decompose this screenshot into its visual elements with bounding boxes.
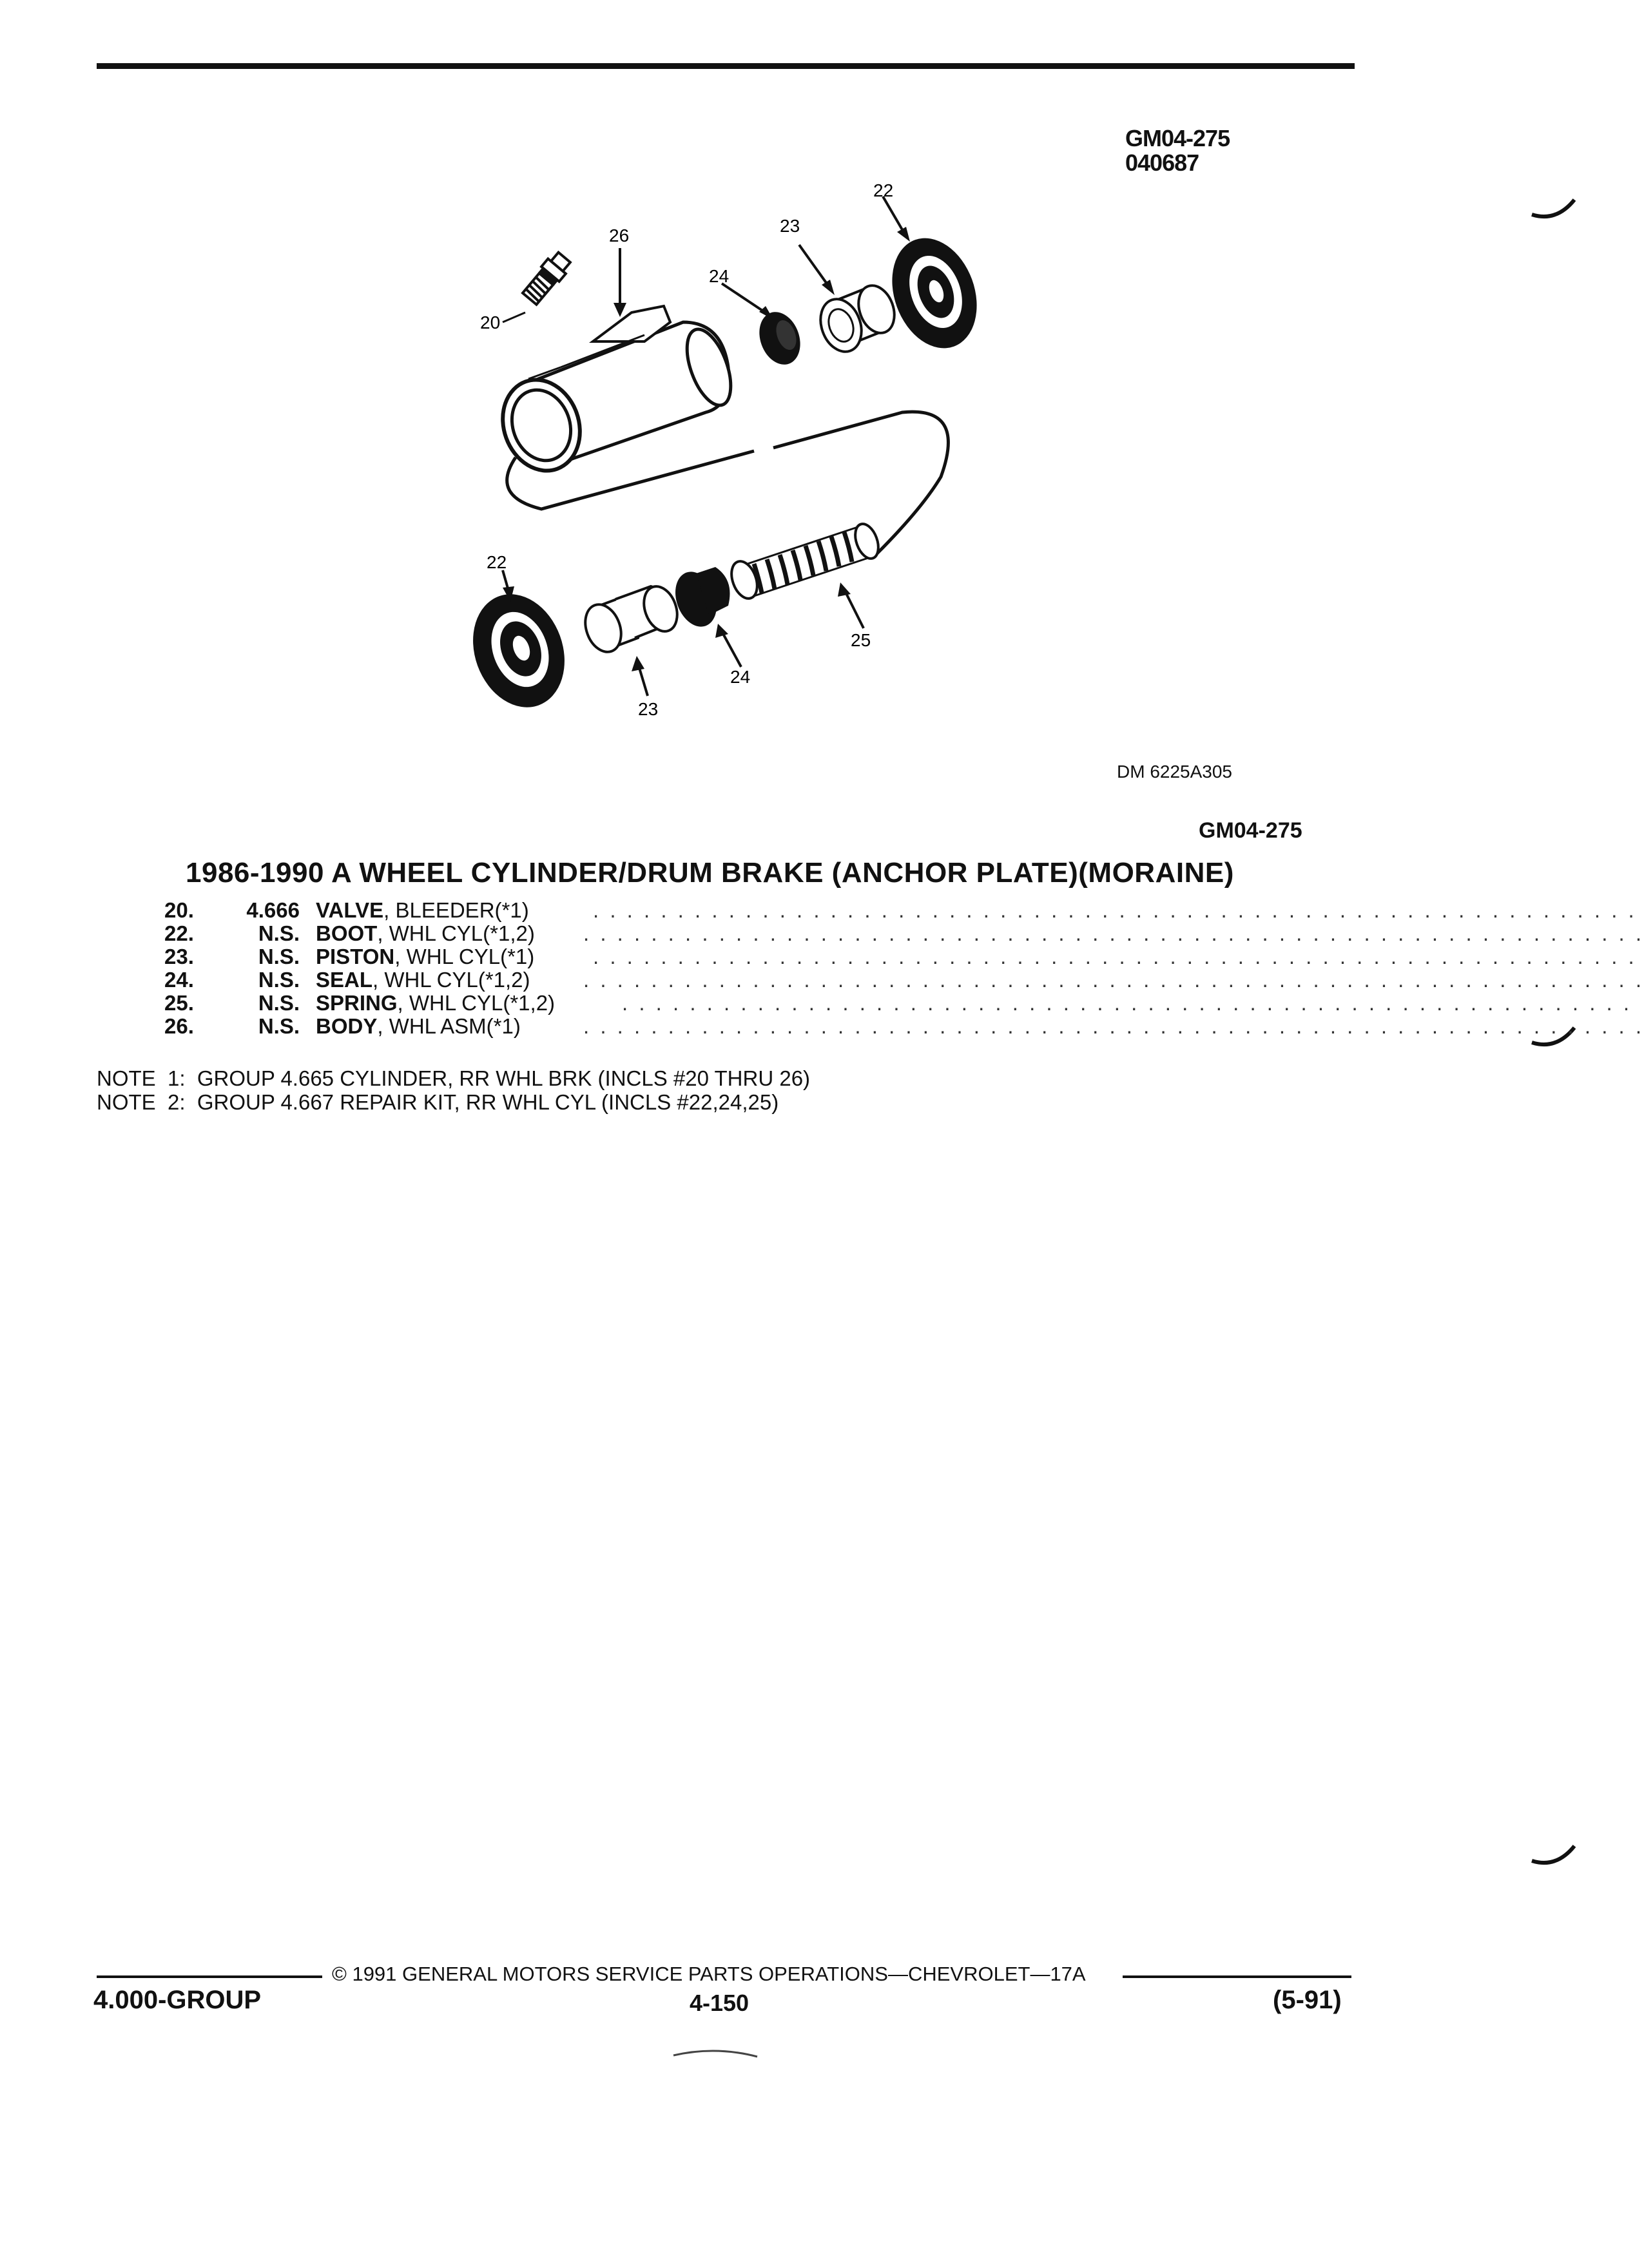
parts-row	[164, 945, 1637, 968]
parts-list	[164, 898, 1644, 1048]
part-number: 26.	[164, 1014, 194, 1038]
footer-page-number: 4-150	[690, 1990, 749, 2016]
part-name: PISTON	[316, 945, 395, 968]
binding-mark-3	[1531, 1843, 1576, 1869]
part-number: 24.	[164, 968, 194, 992]
part-name: BODY	[316, 1014, 378, 1038]
exploded-view-illustration	[451, 174, 1031, 741]
part-group: 4.666	[246, 898, 300, 922]
leader-dots: . . . . . . . . . . . . . . . . . . . . . . . . . . . . . . . . . . . . . . . . . . . . . . . . . . . . . . . . . . . . . .	[593, 945, 1637, 968]
leader-dots: . . . . . . . . . . . . . . . . . . . . . . . . . . . . . . . . . . . . . . . . . . . . . . . . . . . . . . . . . . . . . .	[593, 898, 1637, 922]
part-desc: , WHL ASM(*1)	[377, 1014, 521, 1038]
part-group: N.S.	[258, 968, 300, 992]
section-title: 1986-1990 A WHEEL CYLINDER/DRUM BRAKE (ANCHOR PLATE)(MORAINE)	[186, 857, 1234, 889]
parts-row	[164, 921, 1644, 945]
part-name: SPRING	[316, 991, 398, 1015]
parts-row	[164, 1014, 1644, 1038]
part-desc: , WHL CYL(*1)	[394, 945, 535, 968]
part-number: 23.	[164, 945, 194, 968]
part-group: N.S.	[258, 921, 300, 945]
callout-24-top: 24	[709, 266, 730, 286]
callout-25: 25	[851, 630, 871, 650]
footer-copyright: © 1991 GENERAL MOTORS SERVICE PARTS OPERATIONS—CHEVROLET—17A	[332, 1963, 1086, 1985]
part-group: N.S.	[258, 1014, 300, 1038]
seal-bottom-part	[668, 566, 730, 632]
footer-rule-right	[1123, 1975, 1351, 1978]
piston-top-part	[813, 280, 900, 357]
part-number: 25.	[164, 991, 194, 1015]
callout-20: 20	[480, 312, 501, 332]
leader-dots: . . . . . . . . . . . . . . . . . . . . . . . . . . . . . . . . . . . . . . . . . . . . . . . . . . . . . . . . . . . .	[622, 991, 1632, 1015]
binding-mark-1	[1531, 197, 1576, 222]
part-desc: , BLEEDER(*1)	[383, 898, 529, 922]
part-desc: , WHL CYL(*1,2)	[397, 991, 556, 1015]
part-desc: , WHL CYL(*1,2)	[377, 921, 535, 945]
footer-revision: (5-91)	[1273, 1986, 1342, 2014]
note-2: NOTE 2: GROUP 4.667 REPAIR KIT, RR WHL CYL (INCLS #22,24,25)	[97, 1090, 779, 1114]
parts-row	[164, 898, 1637, 922]
parts-row	[164, 968, 1644, 992]
part-name: SEAL	[316, 968, 373, 992]
top-rule	[97, 63, 1355, 69]
part-group: N.S.	[258, 991, 300, 1015]
figure-code: GM04-275	[1199, 818, 1302, 843]
footer-rule-left	[97, 1975, 322, 1978]
header-code-1: GM04-275	[1125, 125, 1230, 151]
leader-dots: . . . . . . . . . . . . . . . . . . . . . . . . . . . . . . . . . . . . . . . . . . . . . . . . . . . . . . . . . . . . . . .	[583, 921, 1644, 945]
part-name: BOOT	[316, 921, 378, 945]
callout-26: 26	[609, 226, 630, 245]
piston-bottom-part	[579, 582, 683, 657]
part-name: VALVE	[316, 898, 384, 922]
callout-22-bottom: 22	[487, 552, 507, 572]
figure-ref: DM 6225A305	[1117, 762, 1233, 782]
callout-24-bottom: 24	[730, 667, 751, 687]
spring-part	[727, 521, 883, 602]
cylinder-body-part	[490, 306, 740, 481]
parts-row	[164, 991, 1632, 1015]
boot-bottom-part	[458, 581, 579, 720]
part-desc: , WHL CYL(*1,2)	[372, 968, 530, 992]
part-number: 22.	[164, 921, 194, 945]
note-1: NOTE 1: GROUP 4.665 CYLINDER, RR WHL BRK (INCLS #20 THRU 26)	[97, 1066, 811, 1090]
leader-dots: . . . . . . . . . . . . . . . . . . . . . . . . . . . . . . . . . . . . . . . . . . . . . . . . . . . . . . . . . . . . . . .	[583, 1014, 1644, 1038]
boot-top-part	[878, 226, 992, 360]
callout-23-top: 23	[780, 216, 800, 236]
callout-23-bottom: 23	[638, 699, 659, 719]
footer-swash	[670, 2042, 760, 2062]
callout-22-top: 22	[873, 180, 894, 200]
part-number: 20.	[164, 898, 194, 922]
bleeder-valve-part	[521, 250, 574, 306]
footer-group: 4.000-GROUP	[93, 1986, 262, 2014]
header-code-2: 040687	[1125, 149, 1199, 176]
leader-dots: . . . . . . . . . . . . . . . . . . . . . . . . . . . . . . . . . . . . . . . . . . . . . . . . . . . . . . . . . . . . . . .	[583, 968, 1644, 992]
part-group: N.S.	[258, 945, 300, 968]
